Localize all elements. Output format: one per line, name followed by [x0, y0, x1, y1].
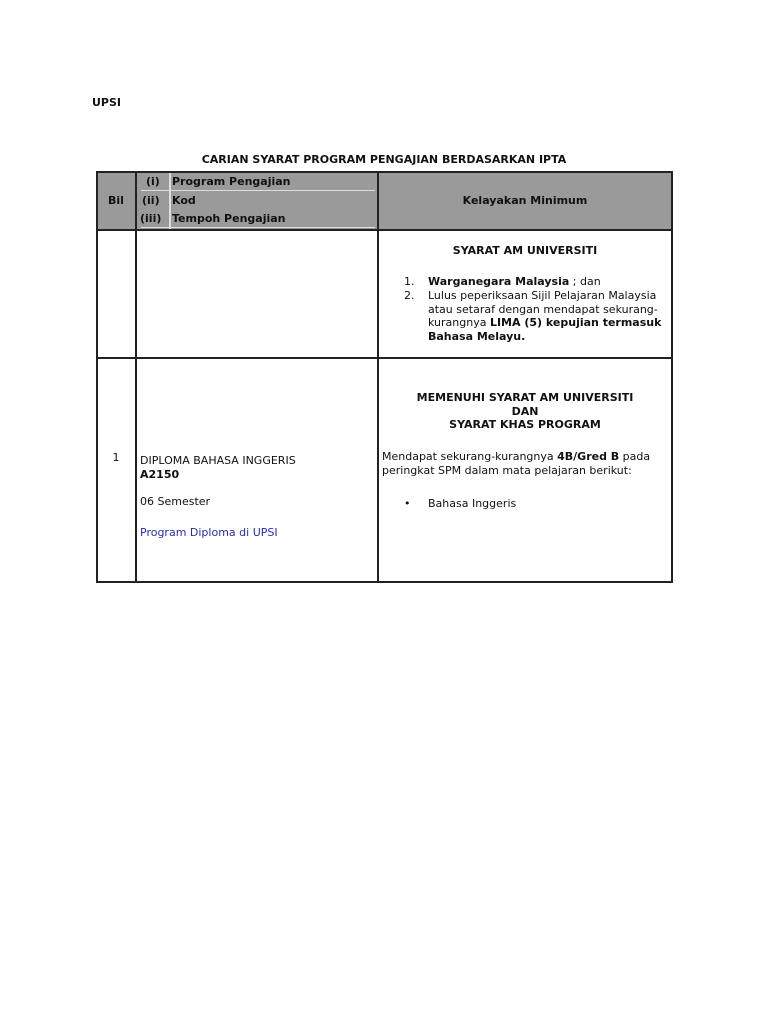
institution-label: UPSI — [92, 96, 122, 109]
header-kelayakan: Kelayakan Minimum — [462, 194, 588, 207]
list-number: 2. — [404, 289, 415, 302]
header-bil: Bil — [108, 194, 124, 207]
table-border — [96, 229, 673, 231]
item-text: Lulus peperiksaan Sijil Pelajaran Malaysia atau setaraf dengan mendapat sekurang-kurangnya — [428, 289, 658, 329]
header-divider — [141, 227, 375, 228]
header-kod: Kod — [172, 194, 196, 207]
subject-item: Bahasa Inggeris — [428, 497, 517, 510]
header-program: Program Pengajian — [172, 175, 291, 188]
table-border — [96, 357, 673, 359]
header-divider — [141, 190, 375, 191]
req-text: pada peringkat SPM dalam mata pelajaran berikut: — [382, 450, 651, 477]
table-border — [377, 171, 379, 583]
item-bold: LIMA (5) kepujian termasuk Bahasa Melayu. — [428, 316, 662, 343]
header-num: (i) — [146, 175, 160, 188]
bullet-icon: • — [404, 497, 411, 510]
item-text: ; dan — [569, 275, 601, 288]
list-number: 1. — [404, 275, 415, 288]
page-title: CARIAN SYARAT PROGRAM PENGAJIAN BERDASARKAN IPTA — [201, 153, 567, 166]
special-requirement — [382, 450, 662, 478]
heading-line: SYARAT KHAS PROGRAM — [449, 418, 601, 431]
header-num: (ii) — [142, 194, 160, 207]
special-heading — [378, 391, 672, 432]
header-tempoh: Tempoh Pengajian — [172, 212, 286, 225]
item-bold: Warganegara Malaysia — [428, 275, 570, 288]
program-name: DIPLOMA BAHASA INGGERIS — [140, 454, 296, 467]
table-border — [671, 171, 673, 583]
table-border — [96, 581, 673, 583]
header-divider — [169, 173, 171, 229]
table-border — [135, 171, 137, 583]
req-text: Mendapat sekurang-kurangnya — [382, 450, 558, 463]
heading-line: DAN — [511, 404, 539, 418]
program-duration: 06 Semester — [140, 495, 211, 508]
general-item-1 — [428, 275, 663, 288]
program-code: A2150 — [140, 468, 180, 481]
heading-line: MEMENUHI SYARAT AM UNIVERSITI — [416, 391, 634, 404]
table-border — [96, 171, 98, 583]
header-num: (iii) — [140, 212, 162, 225]
row-bil: 1 — [112, 451, 120, 464]
table-border — [96, 171, 673, 173]
general-item-2 — [428, 289, 664, 343]
req-bold: 4B/Gred B — [557, 450, 620, 463]
program-link[interactable]: Program Diploma di UPSI — [140, 526, 278, 539]
general-heading: SYARAT AM UNIVERSITI — [452, 244, 598, 257]
